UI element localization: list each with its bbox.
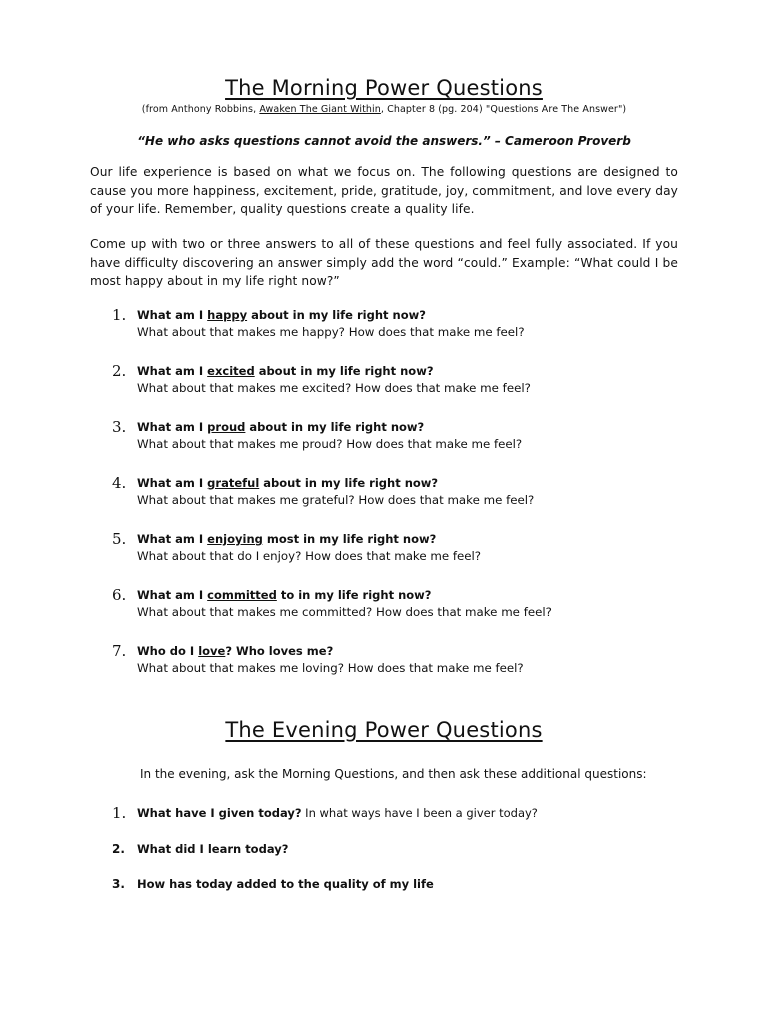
morning-title: The Morning Power Questions [225,76,543,100]
question-text: How has today added to the quality of my life [137,877,434,891]
question-keyword: grateful [207,476,260,490]
question-keyword: happy [207,308,248,322]
question-text: What am I excited about in my life right now? [137,364,434,378]
question-follow-up: What about that makes me committed? How does that make me feel? [137,605,552,619]
evening-title: The Evening Power Questions [225,718,543,742]
question-follow-up: What about that makes me grateful? How does that make me feel? [137,493,535,507]
source-book-title: Awaken The Giant Within [259,104,381,115]
question-text: What have I given today? In what ways have I been a giver today? [137,806,538,820]
question-keyword: committed [207,588,277,602]
question-follow-up: What about that makes me excited? How does that make me feel? [137,381,531,395]
question-keyword: love [198,644,226,658]
question-number: 7. [112,642,127,660]
question-text: Who do I love? Who loves me? [137,644,334,658]
question-number: 1. [112,804,127,822]
question-text: What am I committed to in my life right now? [137,588,432,602]
question-number: 3. [112,877,125,891]
question-number: 2. [112,842,125,856]
question-text: What did I learn today? [137,842,289,856]
intro-paragraph-1: Our life experience is based on what we focus on. The following questions are designed to cause you more happiness, excitement, pride, gratitude, joy, commitment, and love every day of your life. Remember, quality questions create a quality life. [90,165,678,216]
question-text: What am I proud about in my life right now? [137,420,425,434]
question-text: What am I enjoying most in my life right now? [137,532,437,546]
question-number: 3. [112,418,127,436]
question-text: What am I grateful about in my life right now? [137,476,439,490]
question-follow-up: What about that do I enjoy? How does that make me feel? [137,549,482,563]
question-text: What am I happy about in my life right now? [137,308,426,322]
question-keyword: enjoying [207,532,263,546]
evening-intro: In the evening, ask the Morning Questions, and then ask these additional questions: [140,767,647,781]
question-follow-up: What about that makes me loving? How does that make me feel? [137,661,524,675]
source-citation [0,104,768,115]
question-number: 4. [112,474,127,492]
proverb-quote: “He who asks questions cannot avoid the answers.” – Cameroon Proverb [137,134,631,148]
question-follow-up: What about that makes me proud? How does that make me feel? [137,437,523,451]
question-number: 1. [112,306,127,324]
question-keyword: excited [207,364,255,378]
question-number: 2. [112,362,127,380]
question-follow-up: What about that makes me happy? How does that make me feel? [137,325,525,339]
question-number: 6. [112,586,127,604]
intro-paragraph-2: Come up with two or three answers to all of these questions and feel fully associated. If you have difficulty discovering an answer simply add the word “could.” Example: “What could I be most happy about in my life right now?” [90,237,678,288]
source-suffix: , Chapter 8 (pg. 204) "Questions Are The Answer") [380,104,627,115]
source-prefix: (from Anthony Robbins, [141,104,260,115]
question-number: 5. [112,530,127,548]
question-keyword: proud [207,420,246,434]
